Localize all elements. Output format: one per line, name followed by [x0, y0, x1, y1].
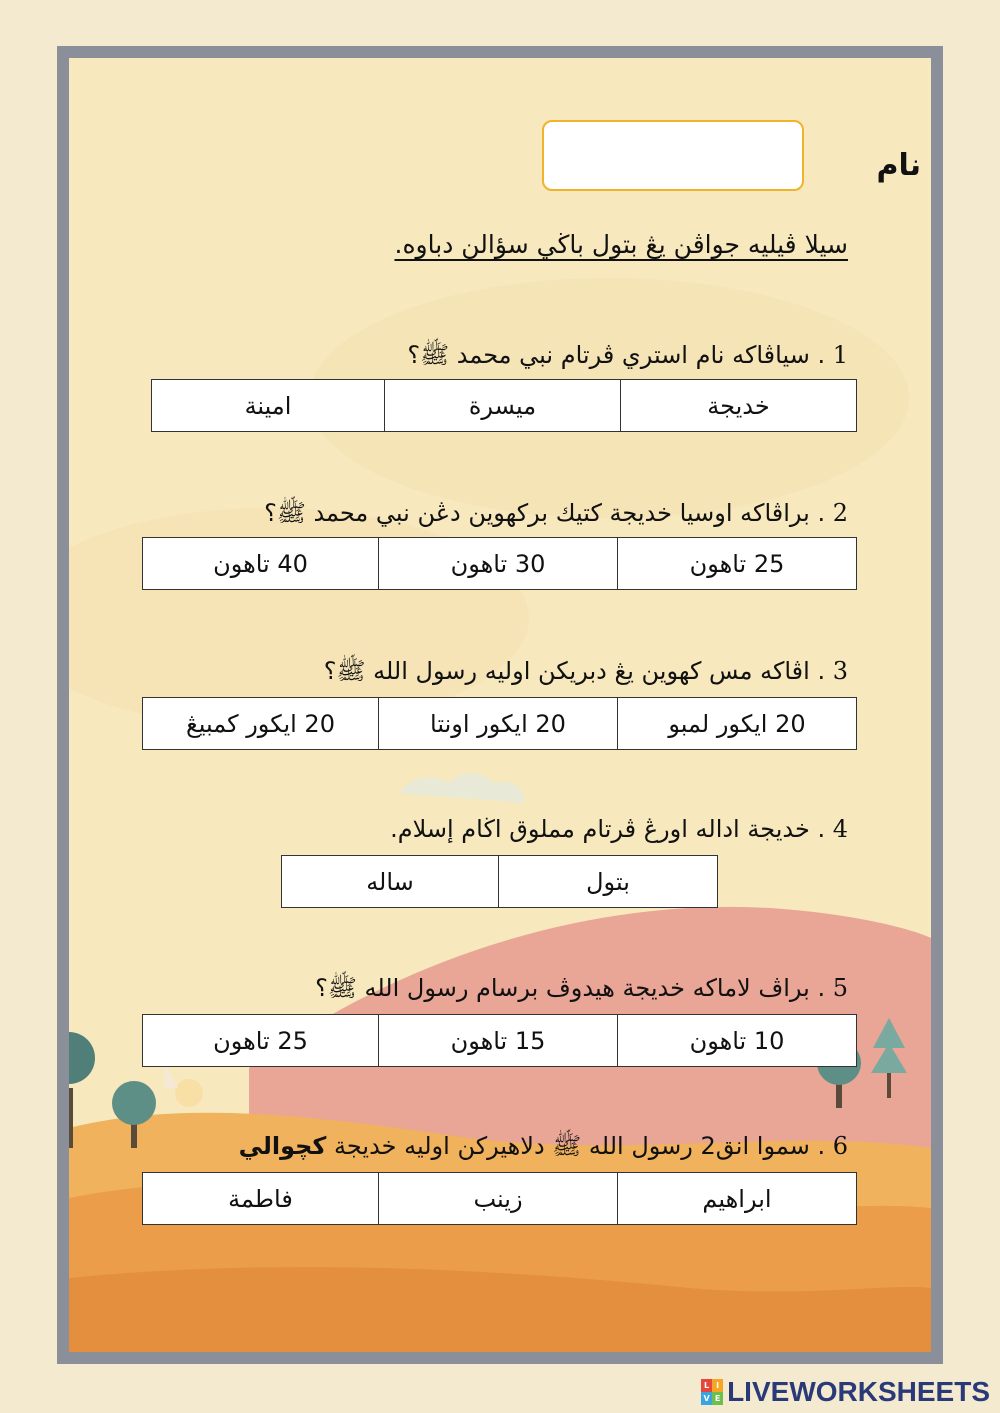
- question-text-bold: كچوالي: [238, 1132, 327, 1160]
- option-q1-2[interactable]: ميسرة: [385, 380, 621, 432]
- question-text: اڤاكه مس كهوين يڠ دبريكن اوليه رسول الله ﷺ؟: [323, 657, 810, 685]
- question-6: 6 . سموا انق2 رسول الله ﷺ دلاهيركن اوليه خديجة كچوالي: [238, 1132, 848, 1160]
- question-4: 4 . خديجة اداله اورڠ ڤرتام مملوق اڬام إسلام.: [390, 815, 848, 843]
- badge-letter: L: [701, 1379, 712, 1392]
- option-q5-1[interactable]: 10 تاهون: [618, 1015, 857, 1067]
- option-q4-1[interactable]: بتول: [499, 856, 718, 908]
- options-q3: [142, 697, 857, 750]
- badge-letter: I: [712, 1379, 723, 1392]
- option-q4-2[interactable]: ساله: [282, 856, 499, 908]
- question-number: 1: [832, 341, 848, 369]
- instruction-text: سيلا ڤيليه جواڤن يڠ بتول باڬي سؤالن دباوه.: [394, 230, 848, 259]
- name-label: نام: [876, 148, 921, 183]
- options-q4: [281, 855, 718, 908]
- options-q1: [151, 379, 857, 432]
- options-q5: [142, 1014, 857, 1067]
- options-q6: [142, 1172, 857, 1225]
- option-q3-3[interactable]: 20 ايكور كمبيڠ: [143, 698, 379, 750]
- brand-name: LIVEWORKSHEETS: [727, 1376, 990, 1407]
- question-number: 3: [832, 657, 848, 685]
- question-text: سياڤاكه نام استري ڤرتام نبي محمد ﷺ؟: [407, 341, 810, 369]
- question-number: 2: [832, 499, 848, 527]
- liveworksheets-logo[interactable]: [701, 1375, 990, 1409]
- option-q1-1[interactable]: خديجة: [621, 380, 857, 432]
- option-q2-1[interactable]: 25 تاهون: [618, 538, 857, 590]
- option-q1-3[interactable]: امينة: [152, 380, 385, 432]
- option-q3-1[interactable]: 20 ايكور لمبو: [618, 698, 857, 750]
- question-text: خديجة اداله اورڠ ڤرتام مملوق اڬام إسلام.: [390, 815, 810, 843]
- question-5: 5 . براڤ لاماكه خديجة هيدوڤ برسام رسول الله ﷺ؟: [315, 974, 848, 1002]
- question-1: 1 . سياڤاكه نام استري ڤرتام نبي محمد ﷺ؟: [407, 341, 848, 369]
- name-input[interactable]: [542, 120, 804, 191]
- option-q6-2[interactable]: زينب: [379, 1173, 618, 1225]
- question-number: 5: [832, 974, 848, 1002]
- option-q5-2[interactable]: 15 تاهون: [379, 1015, 618, 1067]
- question-2: 2 . براڤاكه اوسيا خديجة كتيك بركهوين دڠن نبي محمد ﷺ؟: [264, 499, 848, 527]
- question-3: 3 . اڤاكه مس كهوين يڠ دبريكن اوليه رسول الله ﷺ؟: [323, 657, 848, 685]
- option-q2-2[interactable]: 30 تاهون: [379, 538, 618, 590]
- question-text: سموا انق2 رسول الله ﷺ دلاهيركن اوليه خديجة: [334, 1132, 810, 1160]
- option-q6-3[interactable]: فاطمة: [143, 1173, 379, 1225]
- question-number: 6: [832, 1132, 848, 1160]
- option-q5-3[interactable]: 25 تاهون: [143, 1015, 379, 1067]
- badge-letter: E: [712, 1392, 723, 1405]
- option-q2-3[interactable]: 40 تاهون: [143, 538, 379, 590]
- badge-letter: V: [701, 1392, 712, 1405]
- question-text: براڤاكه اوسيا خديجة كتيك بركهوين دڠن نبي محمد ﷺ؟: [264, 499, 810, 527]
- logo-badge-icon: [701, 1379, 723, 1405]
- question-number: 4: [832, 815, 848, 843]
- question-text: براڤ لاماكه خديجة هيدوڤ برسام رسول الله ﷺ؟: [315, 974, 810, 1002]
- option-q6-1[interactable]: ابراهيم: [618, 1173, 857, 1225]
- options-q2: [142, 537, 857, 590]
- option-q3-2[interactable]: 20 ايكور اونتا: [379, 698, 618, 750]
